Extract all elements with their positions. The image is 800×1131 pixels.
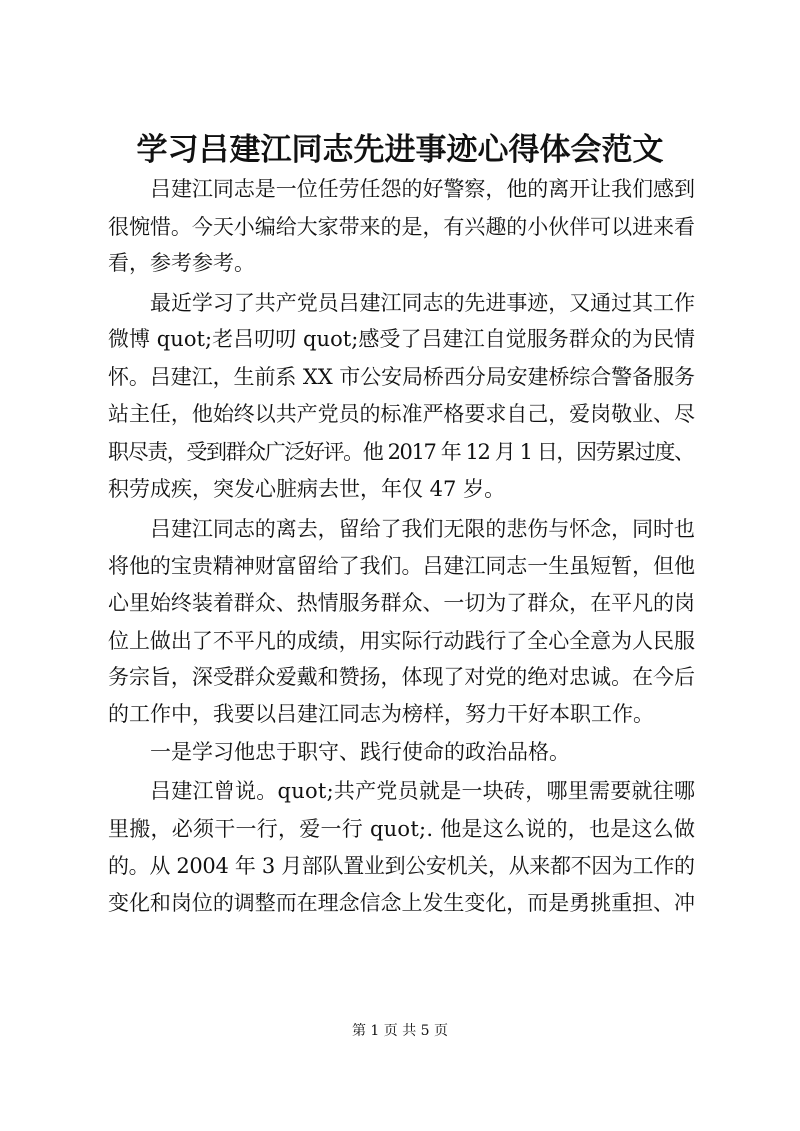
text-line: 最近学习了共产党员吕建江同志的先进事迹，又通过其工作 bbox=[150, 291, 695, 315]
text-line: 将他的宝贵精神财富留给了我们。吕建江同志一生虽短暂，但他 bbox=[108, 554, 695, 578]
text-line: 微博 quot;老吕叨叨 quot;感受了吕建江自觉服务群众的为民情 bbox=[108, 327, 696, 351]
text-line: 积劳成疾，突发心脏病去世，年仅 47 岁。 bbox=[108, 477, 506, 501]
text-line: 务宗旨，深受群众爱戴和赞扬，体现了对党的绝对忠诚。在今后 bbox=[108, 665, 695, 689]
text-line: 的工作中，我要以吕建江同志为榜样，努力干好本职工作。 bbox=[108, 702, 654, 726]
text-line: 吕建江同志的离去，留给了我们无限的悲伤与怀念，同时也 bbox=[150, 517, 695, 541]
text-line: 看，参考参考。 bbox=[108, 251, 255, 275]
text-line: 很惋惜。今天小编给大家带来的是，有兴趣的小伙伴可以进来看 bbox=[108, 215, 695, 239]
text-line: 职尽责，受到群众广泛好评。他 2017 年 12 月 1 日，因劳累过度、 bbox=[108, 440, 694, 464]
text-line: 怀。吕建江，生前系 XX 市公安局桥西分局安建桥综合警备服务 bbox=[108, 365, 695, 389]
page-number: 第 1 页 共 5 页 bbox=[351, 1023, 449, 1039]
document-title: 学习吕建江同志先进事迹心得体会范文 bbox=[136, 132, 664, 168]
text-line: 里搬，必须干一行，爱一行 quot;. 他是这么说的，也是这么做 bbox=[108, 817, 696, 841]
text-line: 心里始终装着群众、热情服务群众、一切为了群众，在平凡的岗 bbox=[108, 591, 695, 615]
text-line: 吕建江同志是一位任劳任怨的好警察，他的离开让我们感到 bbox=[150, 177, 695, 201]
text-line: 一是学习他忠于职守、践行使命的政治品格。 bbox=[150, 740, 570, 764]
text-line: 的。从 2004 年 3 月部队置业到公安机关，从来都不因为工作的 bbox=[108, 854, 695, 878]
text-line: 位上做出了不平凡的成绩，用实际行动践行了全心全意为人民服 bbox=[108, 629, 695, 653]
text-line: 变化和岗位的调整而在理念信念上发生变化，而是勇挑重担、冲 bbox=[108, 891, 695, 915]
text-line: 吕建江曾说。quot;共产党员就是一块砖，哪里需要就往哪 bbox=[150, 779, 696, 803]
text-line: 站主任，他始终以共产党员的标准严格要求自己，爱岗敬业、尽 bbox=[108, 402, 695, 426]
